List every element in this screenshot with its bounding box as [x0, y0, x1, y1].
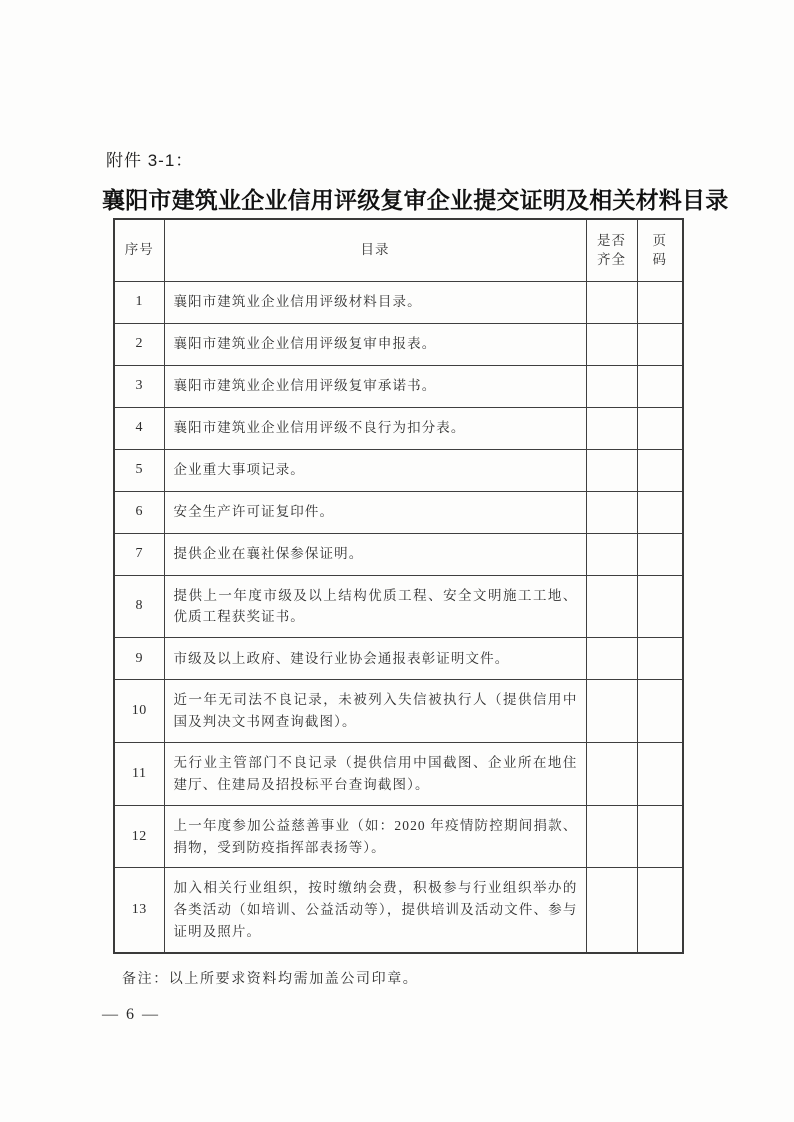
col-header-page-code: 页码 [637, 219, 683, 281]
catalog-cell: 市级及以上政府、建设行业协会通报表彰证明文件。 [164, 638, 586, 680]
table-row [114, 365, 683, 407]
serial-number-cell: 6 [114, 491, 164, 533]
table-row [114, 533, 683, 575]
serial-number-cell: 12 [114, 805, 164, 868]
page-code-cell [637, 449, 683, 491]
table-row [114, 805, 683, 868]
complete-cell [586, 868, 637, 953]
page-code-cell [637, 365, 683, 407]
table-row [114, 449, 683, 491]
catalog-cell: 襄阳市建筑业企业信用评级不良行为扣分表。 [164, 407, 586, 449]
table-row [114, 742, 683, 805]
catalog-cell: 襄阳市建筑业企业信用评级材料目录。 [164, 281, 586, 323]
col-header-complete: 是否齐全 [586, 219, 637, 281]
table-row [114, 638, 683, 680]
page-code-cell [637, 805, 683, 868]
catalog-cell: 安全生产许可证复印件。 [164, 491, 586, 533]
serial-number-cell: 7 [114, 533, 164, 575]
table-row [114, 407, 683, 449]
serial-number-cell: 3 [114, 365, 164, 407]
catalog-cell: 提供上一年度市级及以上结构优质工程、安全文明施工工地、优质工程获奖证书。 [164, 575, 586, 638]
serial-number-cell: 4 [114, 407, 164, 449]
table-row [114, 680, 683, 743]
catalog-cell: 近一年无司法不良记录，未被列入失信被执行人（提供信用中国及判决文书网查询截图）。 [164, 680, 586, 743]
catalog-cell: 上一年度参加公益慈善事业（如：2020 年疫情防控期间捐款、捐物，受到防疫指挥部表扬等）。 [164, 805, 586, 868]
serial-number-cell: 11 [114, 742, 164, 805]
complete-cell [586, 533, 637, 575]
complete-cell [586, 323, 637, 365]
table-row [114, 323, 683, 365]
catalog-cell: 企业重大事项记录。 [164, 449, 586, 491]
serial-number-cell: 1 [114, 281, 164, 323]
page-code-cell [637, 407, 683, 449]
complete-cell [586, 407, 637, 449]
serial-number-cell: 2 [114, 323, 164, 365]
page-code-cell [637, 281, 683, 323]
table-row [114, 868, 683, 953]
catalog-cell: 襄阳市建筑业企业信用评级复审承诺书。 [164, 365, 586, 407]
complete-cell [586, 491, 637, 533]
complete-cell [586, 575, 637, 638]
page-code-cell [637, 868, 683, 953]
complete-cell [586, 742, 637, 805]
serial-number-cell: 5 [114, 449, 164, 491]
page-number: — 6 — [102, 1006, 160, 1023]
page-code-cell [637, 575, 683, 638]
complete-cell [586, 638, 637, 680]
materials-table [113, 218, 684, 954]
serial-number-cell: 9 [114, 638, 164, 680]
table-row [114, 575, 683, 638]
catalog-cell: 襄阳市建筑业企业信用评级复审申报表。 [164, 323, 586, 365]
col-header-serial-number: 序号 [114, 219, 164, 281]
catalog-cell: 无行业主管部门不良记录（提供信用中国截图、企业所在地住建厅、住建局及招投标平台查询截图）。 [164, 742, 586, 805]
catalog-cell: 加入相关行业组织，按时缴纳会费，积极参与行业组织举办的各类活动（如培训、公益活动等），提供培训及活动文件、参与证明及照片。 [164, 868, 586, 953]
serial-number-cell: 13 [114, 868, 164, 953]
complete-cell [586, 680, 637, 743]
col-header-catalog: 目录 [164, 219, 586, 281]
complete-cell [586, 449, 637, 491]
serial-number-cell: 10 [114, 680, 164, 743]
page-code-cell [637, 638, 683, 680]
table-row [114, 491, 683, 533]
page-code-cell [637, 323, 683, 365]
page-code-cell [637, 533, 683, 575]
catalog-cell: 提供企业在襄社保参保证明。 [164, 533, 586, 575]
document-title: 襄阳市建筑业企业信用评级复审企业提交证明及相关材料目录 [102, 188, 729, 213]
serial-number-cell: 8 [114, 575, 164, 638]
complete-cell [586, 365, 637, 407]
table-header-row [114, 219, 683, 281]
complete-cell [586, 281, 637, 323]
attachment-label: 附件 3-1： [106, 151, 194, 170]
page-code-cell [637, 680, 683, 743]
page-code-cell [637, 742, 683, 805]
complete-cell [586, 805, 637, 868]
note-text: 备注：以上所要求资料均需加盖公司印章。 [122, 972, 419, 987]
table-row [114, 281, 683, 323]
page-code-cell [637, 491, 683, 533]
